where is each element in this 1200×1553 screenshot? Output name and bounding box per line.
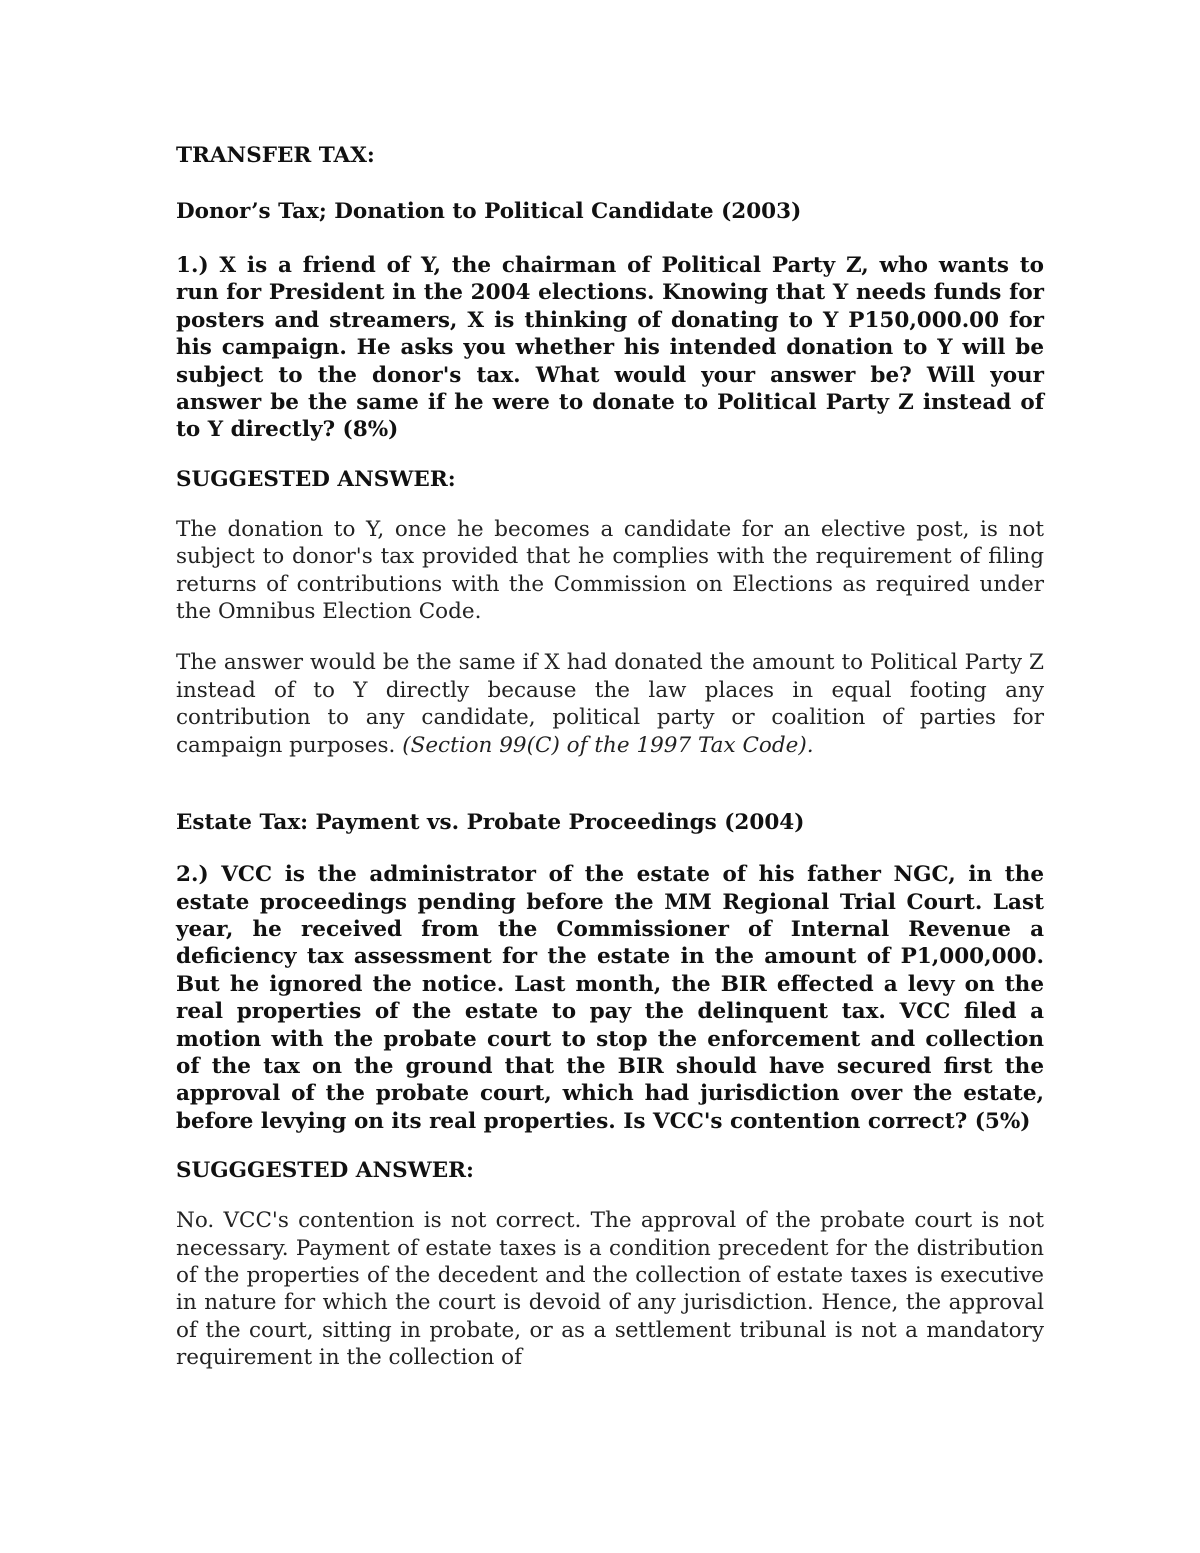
section-2-heading: Estate Tax: Payment vs. Probate Proceedings (2004) bbox=[176, 810, 805, 836]
answer-1-paragraph-1: The donation to Y, once he becomes a candidate for an elective post, is not subject to donor's tax provided that he complies with the requirement of filing returns of contributions with the Commission on Elections as required under the Omnibus Election Code. bbox=[176, 516, 1044, 625]
question-2: 2.) VCC is the administrator of the estate of his father NGC, in the estate proceedings pending before the MM Regional Trial Court. Last year, he received from the Commissioner of Internal Revenue a deficiency tax assessment for the estate in the amount of P1,000,000. But he ignored the notice. Last month, the BIR effected a levy on the real properties of the estate to pay the delinquent tax. VCC filed a motion with the probate court to stop the enforcement and collection of the tax on the ground that the BIR should have secured first the approval of the probate court, which had jurisdiction over the estate, before levying on its real properties. Is VCC's contention correct? (5%) bbox=[176, 862, 1044, 1134]
answer-1-paragraph-2 bbox=[176, 649, 1044, 759]
document-page bbox=[176, 142, 1044, 1372]
answer-1-citation: (Section 99(C) of the 1997 Tax Code). bbox=[402, 732, 814, 758]
answer-2-paragraph-1: No. VCC's contention is not correct. The approval of the probate court is not necessary. Payment of estate taxes is a condition precedent for the distribution of the properties of the decedent and the collection of estate taxes is executive in nature for which the court is devoid of any jurisdiction. Hence, the approval of the court, sitting in probate, or as a settlement tribunal is not a mandatory requirement in the collection of bbox=[176, 1208, 1044, 1371]
question-1: 1.) X is a friend of Y, the chairman of Political Party Z, who wants to run for President in the 2004 elections. Knowing that Y needs funds for posters and streamers, X is thinking of donating to Y P150,000.00 for his campaign. He asks you whether his intended donation to Y will be subject to the donor's tax. What would your answer be? Will your answer be the same if he were to donate to Political Party Z instead of to Y directly? (8%) bbox=[176, 253, 1044, 443]
suggested-answer-heading-2: SUGGGESTED ANSWER: bbox=[176, 1158, 474, 1184]
suggested-answer-heading-1: SUGGESTED ANSWER: bbox=[176, 466, 456, 492]
answer-1-paragraph-2-text: The answer would be the same if X had donated the amount to Political Party Z instead of to Y directly because the law places in equal footing any contribution to any candidate, political party or coalition of parties for campaign purposes. bbox=[176, 650, 1044, 758]
section-1-heading: Donor’s Tax; Donation to Political Candidate (2003) bbox=[176, 199, 802, 224]
document-title: TRANSFER TAX: bbox=[176, 143, 375, 168]
